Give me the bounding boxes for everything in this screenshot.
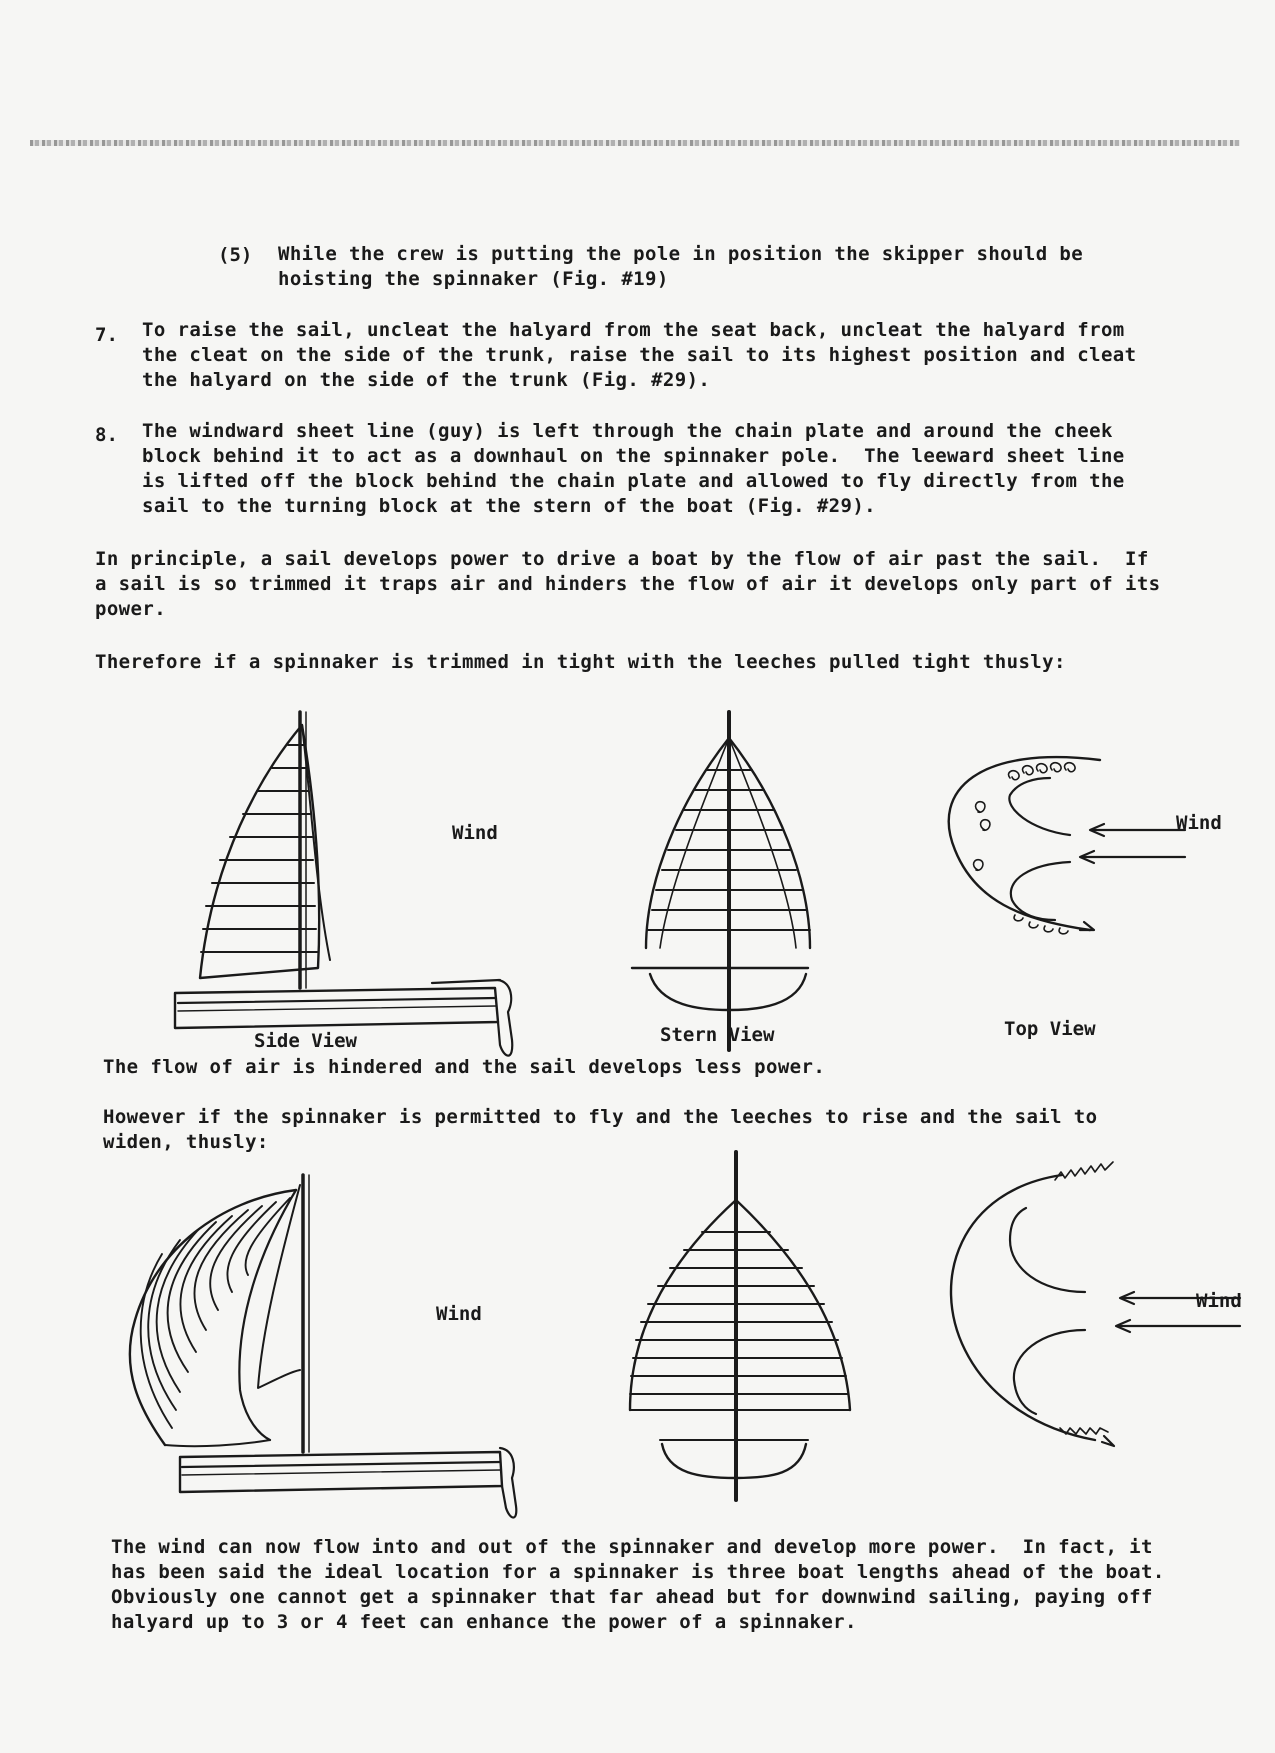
therefore-line: Therefore if a spinnaker is trimmed in tight with the leeches pulled tight thusly:	[95, 651, 1066, 673]
conclusion-line-4: halyard up to 3 or 4 feet can enhance the power of a spinnaker.	[111, 1611, 857, 1633]
fig-top-topview-wind-label: Wind	[1176, 812, 1222, 834]
item-8-line-2: block behind it to act as a downhaul on the spinnaker pole. The leeward sheet line	[142, 445, 1125, 467]
top-top-view-airflow-drawing	[949, 757, 1185, 934]
principle-line-2: a sail is so trimmed it traps air and hinders the flow of air it develops only part of its	[95, 573, 1161, 595]
top-side-view-boat-drawing	[175, 712, 512, 1056]
conclusion-line-2: has been said the ideal location for a spinnaker is three boat lengths ahead of the boat.	[111, 1561, 1165, 1583]
bottom-top-view-airflow-drawing	[951, 1162, 1240, 1446]
side-view-label: Side View	[254, 1030, 357, 1052]
item-7-number: 7.	[95, 324, 118, 346]
item-8-line-3: is lifted off the block behind the chain plate and allowed to fly directly from the	[142, 470, 1125, 492]
bottom-stern-view-boat-drawing	[630, 1152, 850, 1500]
principle-line-1: In principle, a sail develops power to drive a boat by the flow of air past the sail. If	[95, 548, 1149, 570]
item-5-line-2: hoisting the spinnaker (Fig. #19)	[278, 268, 669, 290]
conclusion-line-3: Obviously one cannot get a spinnaker that far ahead but for downwind sailing, paying off	[111, 1586, 1153, 1608]
top-stern-view-boat-drawing	[632, 712, 810, 1050]
top-view-label: Top View	[1004, 1018, 1096, 1040]
fig-bottom-topview-wind-label: Wind	[1196, 1290, 1242, 1312]
fig-top-wind-label: Wind	[452, 822, 498, 844]
fig-bottom-wind-label: Wind	[436, 1303, 482, 1325]
item-7-line-1: To raise the sail, uncleat the halyard from the seat back, uncleat the halyard from	[142, 319, 1125, 341]
principle-line-3: power.	[95, 598, 167, 620]
item-5-line-1: While the crew is putting the pole in position the skipper should be	[278, 243, 1084, 265]
item-5-number: (5)	[218, 244, 253, 266]
conclusion-line-1: The wind can now flow into and out of the spinnaker and develop more power. In fact, it	[111, 1536, 1153, 1558]
hindered-line: The flow of air is hindered and the sail develops less power.	[103, 1056, 826, 1078]
bottom-side-view-boat-drawing	[130, 1175, 516, 1518]
item-8-line-4: sail to the turning block at the stern of the boat (Fig. #29).	[142, 495, 877, 517]
item-8-line-1: The windward sheet line (guy) is left through the chain plate and around the cheek	[142, 420, 1113, 442]
however-line-1: However if the spinnaker is permitted to fly and the leeches to rise and the sail to	[103, 1106, 1098, 1128]
however-line-2: widen, thusly:	[103, 1131, 269, 1153]
stern-view-label: Stern View	[660, 1024, 775, 1046]
item-7-line-2: the cleat on the side of the trunk, raise the sail to its highest position and cleat	[142, 344, 1137, 366]
item-7-line-3: the halyard on the side of the trunk (Fig. #29).	[142, 369, 711, 391]
item-8-number: 8.	[95, 424, 118, 446]
